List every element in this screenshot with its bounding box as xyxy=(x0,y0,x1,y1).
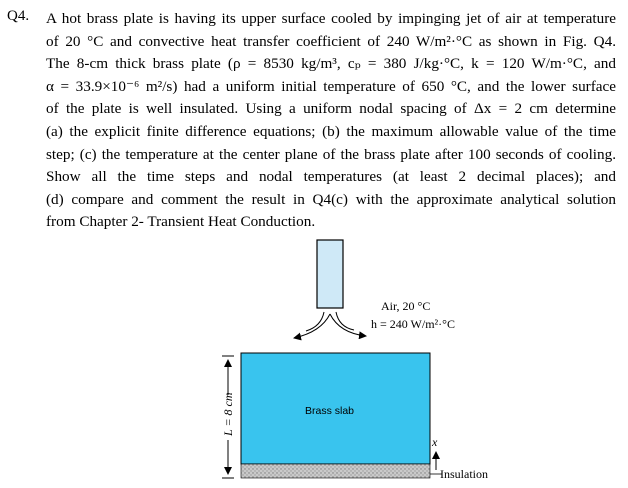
question-line-7: step; (c) the temperature at the center plane of the brass plate after 100 seconds of cooling. xyxy=(46,145,616,163)
question-line-8: Show all the time steps and nodal temperatures (at least 2 decimal places); and xyxy=(46,168,616,186)
question-line-5: of the plate is well insulated. Using a uniform nodal spacing of Δx = 2 cm determine xyxy=(46,100,616,118)
insulation-layer xyxy=(241,464,430,478)
question-number: Q4. xyxy=(7,8,30,24)
x-axis-label: x xyxy=(432,435,438,449)
question-line-4: α = 33.9×10⁻⁶ m²/s) had a uniform initial temperature of 650 °C, and the lower surface xyxy=(46,77,616,95)
jet-arrow-right xyxy=(330,314,366,336)
jet-flow-arrows xyxy=(294,312,366,338)
jet-stream-right xyxy=(336,312,354,330)
question-line-9: (d) compare and comment the result in Q4(c) with the approximate analytical solution xyxy=(46,190,616,208)
jet-arrow-left xyxy=(294,314,330,338)
insulation-label: Insulation xyxy=(440,467,488,481)
air-nozzle xyxy=(317,240,343,308)
thickness-label: L = 8 cm xyxy=(221,392,235,436)
heat-transfer-coefficient-label: h = 240 W/m²·°C xyxy=(371,317,455,331)
question-line-6: (a) the explicit finite difference equations; (b) the maximum allowable value of the time xyxy=(46,122,616,140)
question-line-10: from Chapter 2- Transient Heat Conduction. xyxy=(46,213,316,231)
brass-slab-label: Brass slab xyxy=(305,405,355,417)
question-line-1: A hot brass plate is having its upper surface cooled by impinging jet of air at temperature xyxy=(46,10,616,27)
question-line-2: of 20 °C and convective heat transfer coefficient of 240 W/m²·°C as shown in Fig. Q4. xyxy=(46,32,616,50)
question-line-3: The 8-cm thick brass plate (ρ = 8530 kg/m³, cₚ = 380 J/kg·°C, k = 120 W/m·°C, and xyxy=(46,55,616,73)
air-temperature-label: Air, 20 °C xyxy=(381,299,431,313)
jet-stream-left xyxy=(306,312,324,331)
